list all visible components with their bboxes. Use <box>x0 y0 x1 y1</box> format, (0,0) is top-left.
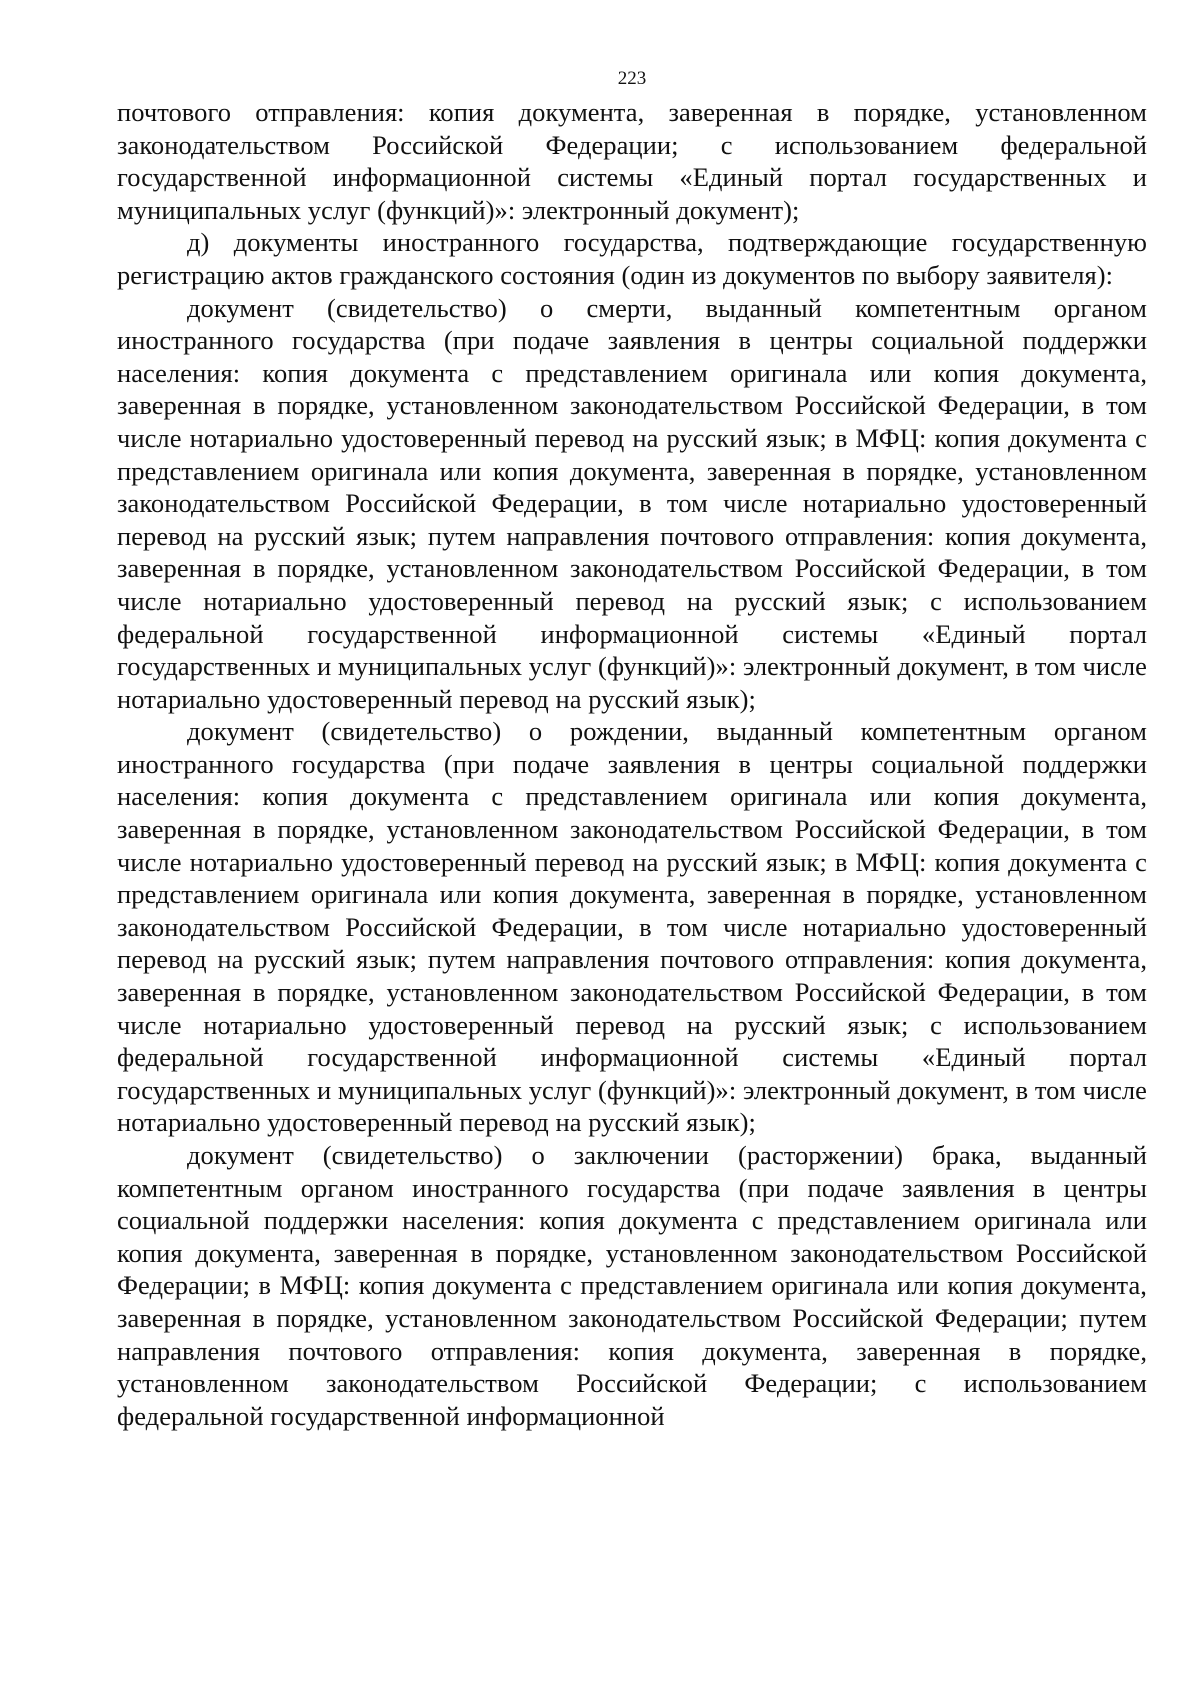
paragraph-marriage-certificate: документ (свидетельство) о заключении (расторжении) брака, выданный компетентным органом иностранного государства (при подаче заявления в центры социальной поддержки населения: копия документа с представлением оригинала или копия документа, заверенная в порядке, установленном законодательством Российской Федерации; в МФЦ: копия документа с представлением оригинала или копия документа, заверенная в порядке, установленном законодательством Российской Федерации; путем направления почтового отправления: копия документа, заверенная в порядке, установленном законодательством Российской Федерации; с использованием федеральной государственной информационной <box>117 1140 1147 1431</box>
paragraph-birth-certificate: документ (свидетельство) о рождении, выданный компетентным органом иностранного государства (при подаче заявления в центры социальной поддержки населения: копия документа с представлением оригинала или копия документа, заверенная в порядке, установленном законодательством Российской Федерации, в том числе нотариально удостоверенный перевод на русский язык; в МФЦ: копия документа с представлением оригинала или копия документа, заверенная в порядке, установленном законодательством Российской Федерации, в том числе нотариально удостоверенный перевод на русский язык; путем направления почтового отправления: копия документа, заверенная в порядке, установленном законодательством Российской Федерации, в том числе нотариально удостоверенный перевод на русский язык; с использованием федеральной государственной информационной системы «Единый портал государственных и муниципальных услуг (функций)»: электронный документ, в том числе нотариально удостоверенный перевод на русский язык); <box>117 716 1147 1138</box>
page-number: 223 <box>617 68 647 89</box>
document-page <box>117 68 1147 1432</box>
paragraph-item-d-foreign-documents: д) документы иностранного государства, подтверждающие государственную регистрацию актов гражданского состояния (один из документов по выбору заявителя): <box>117 227 1147 290</box>
paragraph-death-certificate: документ (свидетельство) о смерти, выданный компетентным органом иностранного государства (при подаче заявления в центры социальной поддержки населения: копия документа с представлением оригинала или копия документа, заверенная в порядке, установленном законодательством Российской Федерации, в том числе нотариально удостоверенный перевод на русский язык; в МФЦ: копия документа с представлением оригинала или копия документа, заверенная в порядке, установленном законодательством Российской Федерации, в том числе нотариально удостоверенный перевод на русский язык; путем направления почтового отправления: копия документа, заверенная в порядке, установленном законодательством Российской Федерации, в том числе нотариально удостоверенный перевод на русский язык; с использованием федеральной государственной информационной системы «Единый портал государственных и муниципальных услуг (функций)»: электронный документ, в том числе нотариально удостоверенный перевод на русский язык); <box>117 292 1147 714</box>
paragraph-postal-continuation: почтового отправления: копия документа, заверенная в порядке, установленном законодательством Российской Федерации; с использованием федеральной государственной информационной системы «Единый портал государственных и муниципальных услуг (функций)»: электронный документ); <box>117 97 1147 225</box>
